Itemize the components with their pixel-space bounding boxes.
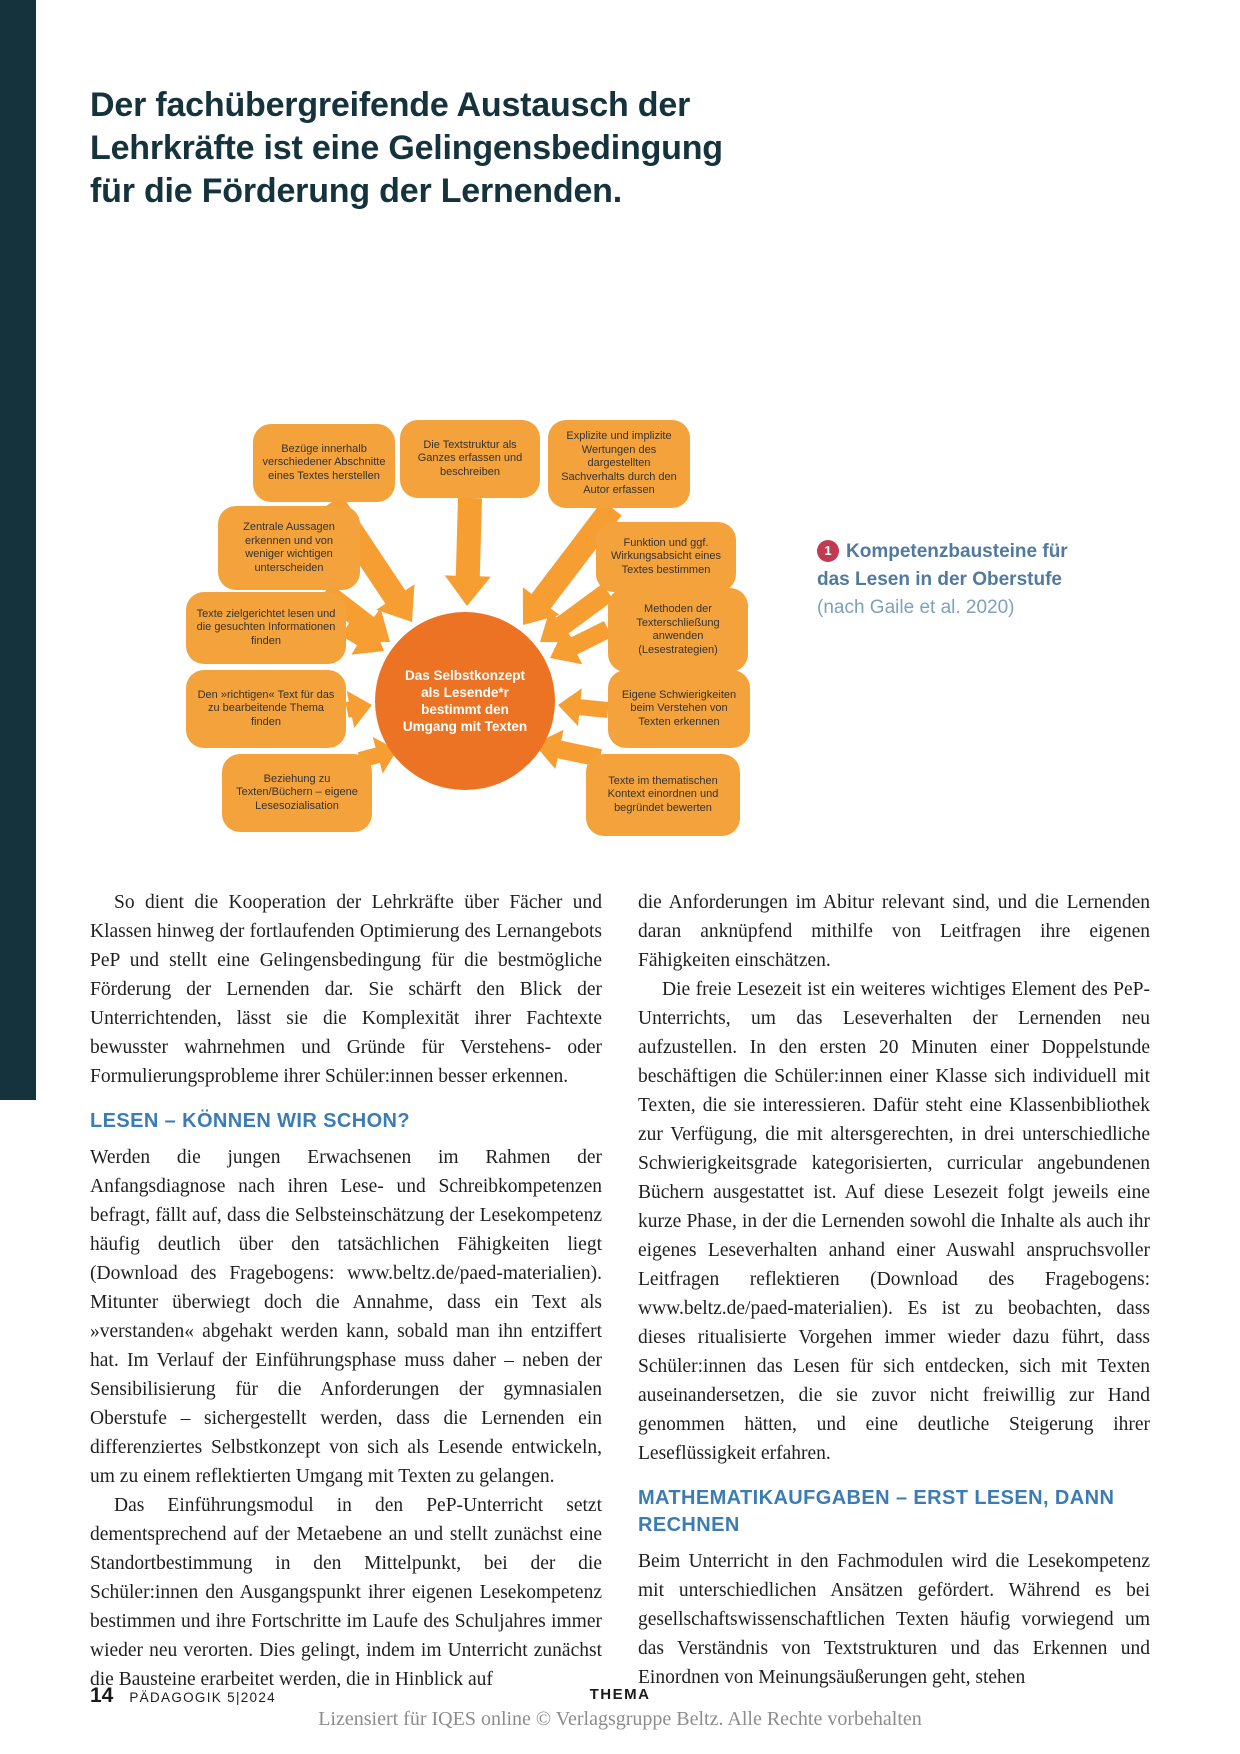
diagram-node: Den »richtigen« Text für das zu bearbeitende Thema finden	[186, 670, 346, 748]
footer-page-number: 14	[90, 1684, 114, 1707]
diagram-node: Funktion und ggf. Wirkungsabsicht eines Textes bestimmen	[596, 522, 736, 592]
diagram-node: Explizite und implizite Wertungen des dargestellten Sachverhalts durch den Autor erfassen	[548, 420, 690, 508]
diagram-arrow	[558, 688, 609, 726]
diagram-node: Texte zielgerichtet lesen und die gesuchten Informationen finden	[186, 592, 346, 664]
diagram-node: Die Textstruktur als Ganzes erfassen und beschreiben	[400, 420, 540, 498]
diagram-arrow	[345, 691, 372, 728]
left-accent-bar	[0, 0, 36, 1100]
body-paragraph: Beim Unterricht in den Fachmodulen wird die Lesekompetenz mit unterschiedlichen Ansätzen gefördert. Während es bei gesellschaftswissenschaftlichen Texten häufig vorwiegend um das Verständnis von Textstrukturen und das Erkennen und Einordnen von Meinungsäußerungen geht, stehen	[638, 1551, 1150, 1688]
footer-magazine-label: PÄDAGOGIK 5|2024	[129, 1690, 276, 1705]
body-paragraph: Die freie Lesezeit ist ein weiteres wichtiges Element des PeP-Unterrichts, um das Leseverhalten der Lernenden neu aufzustellen. In den ersten 20 Minuten einer Doppelstunde beschäftigen die Schüler:innen einer Klasse sich individuell mit Texten, die sie interessieren. Dafür steht eine Klassenbibliothek zur Verfügung, die mit altersgerechten, in drei unterschiedliche Schwierigkeitsgrade kategorisierten, curricular angebundenen Büchern ausgestattet ist. Auf diese Lesezeit folgt jeweils eine kurze Phase, in der die Lernenden sowohl die Inhalte als auch ihr eigenes Leseverhalten anhand einer Auswahl anspruchsvoller Leitfragen reflektieren (Download des Fragebogens: www.beltz.de/paed-materialien). Es ist zu beobachten, dass dieses ritualisierte Vorgehen immer wieder dazu führt, dass Schüler:innen das Lesen für sich entdecken, sich mit Texten auseinandersetzen, die sie zuvor nicht freiwillig zur Hand genommen hätten, und eine deutliche Steigerung ihrer Leseflüssigkeit erfahren.	[638, 979, 1150, 1464]
competence-diagram	[160, 402, 800, 857]
body-paragraph: Das Einführungsmodul in den PeP-Unterricht setzt dementsprechend auf der Metaebene an und stellt zunächst eine Standortbestimmung in den Mittelpunkt, bei der die Schüler:innen den Ausgangspunkt ihrer eigenen Lesekompetenz bestimmen und ihre Fortschritte im Laufe des Schuljahres immer wieder neu verorten. Dies gelingt, indem im Unterricht zunächst die Bausteine erarbeitet werden, die in Hinblick auf	[90, 1495, 602, 1690]
figure-caption-title: Kompetenzbausteine für das Lesen in der Oberstufe	[817, 541, 1068, 590]
footer-section-label: THEMA	[589, 1686, 651, 1703]
diagram-center-node: Das Selbstkonzept als Lesende*r bestimmt den Umgang mit Texten	[375, 612, 555, 790]
page-title-line: Lehrkräfte ist eine Gelingensbedingung	[90, 129, 723, 167]
body-paragraph: die Anforderungen im Abitur relevant sind, und die Lernenden daran anknüpfend mithilfe von Leitfragen ihre eigenen Fähigkeiten einschätzen.	[638, 892, 1150, 971]
figure-caption-source: (nach Gaile et al. 2020)	[817, 597, 1015, 618]
diagram-node: Texte im thematischen Kontext einordnen und begründet bewerten	[586, 754, 740, 836]
article-column-right	[638, 888, 1150, 1692]
article-column-left	[90, 888, 602, 1694]
figure-number-badge: 1	[817, 540, 839, 562]
diagram-node: Methoden der Texterschließung anwenden (Lesestrategien)	[608, 588, 748, 672]
body-paragraph: So dient die Kooperation der Lehrkräfte über Fächer und Klassen hinweg der fortlaufenden Optimierung des Lernangebots PeP und stellt eine Gelingensbedingung für die bestmögliche Förderung der Lernenden dar. Sie schärft den Blick der Unterrichtenden, lässt sie die Komplexität ihrer Fachtexte bewusster wahrnehmen und Gründe für Verstehens- oder Formulierungsprobleme ihrer Schüler:innen besser erkennen.	[90, 892, 602, 1087]
figure-caption	[817, 538, 1069, 622]
page-title	[90, 84, 810, 213]
diagram-node: Bezüge innerhalb verschiedener Abschnitte eines Textes herstellen	[253, 424, 395, 502]
diagram-node: Beziehung zu Texten/Büchern – eigene Lesesozialisation	[222, 754, 372, 832]
diagram-node: Eigene Schwierigkeiten beim Verstehen von Texten erkennen	[608, 670, 750, 748]
diagram-node: Zentrale Aussagen erkennen und von weniger wichtigen unterscheiden	[218, 506, 360, 590]
diagram-arrow	[445, 498, 491, 606]
page-title-line: Der fachübergreifende Austausch der	[90, 86, 691, 124]
page-title-line: für die Förderung der Lernenden.	[90, 172, 622, 210]
section-heading-mathematik: MATHEMATIKAUFGABEN – ERST LESEN, DANN RECHNEN	[638, 1487, 1115, 1536]
footer-license-note: Lizensiert für IQES online © Verlagsgruppe Beltz. Alle Rechte vorbehalten	[318, 1708, 922, 1730]
body-paragraph: Werden die jungen Erwachsenen im Rahmen der Anfangsdiagnose nach ihren Lese- und Schreibkompetenzen befragt, fällt auf, dass die Selbsteinschätzung der Lesekompetenz häufig deutlich über den tatsächlichen Fähigkeiten liegt (Download des Fragebogens: www.beltz.de/paed-materialien). Mitunter überwiegt doch die Annahme, dass ein Text als »verstanden« abgehakt werden kann, sobald man ihn entziffert hat. Im Verlauf der Einführungsphase muss daher – neben der Sensibilisierung für die Anforderungen der gymnasialen Oberstufe – sichergestellt werden, dass die Lernenden ein differenziertes Selbstkonzept von sich als Lesende entwickeln, um zu einem reflektierten Umgang mit Texten zu gelangen.	[90, 1147, 602, 1487]
section-heading-lesen: LESEN – KÖNNEN WIR SCHON?	[90, 1110, 411, 1132]
